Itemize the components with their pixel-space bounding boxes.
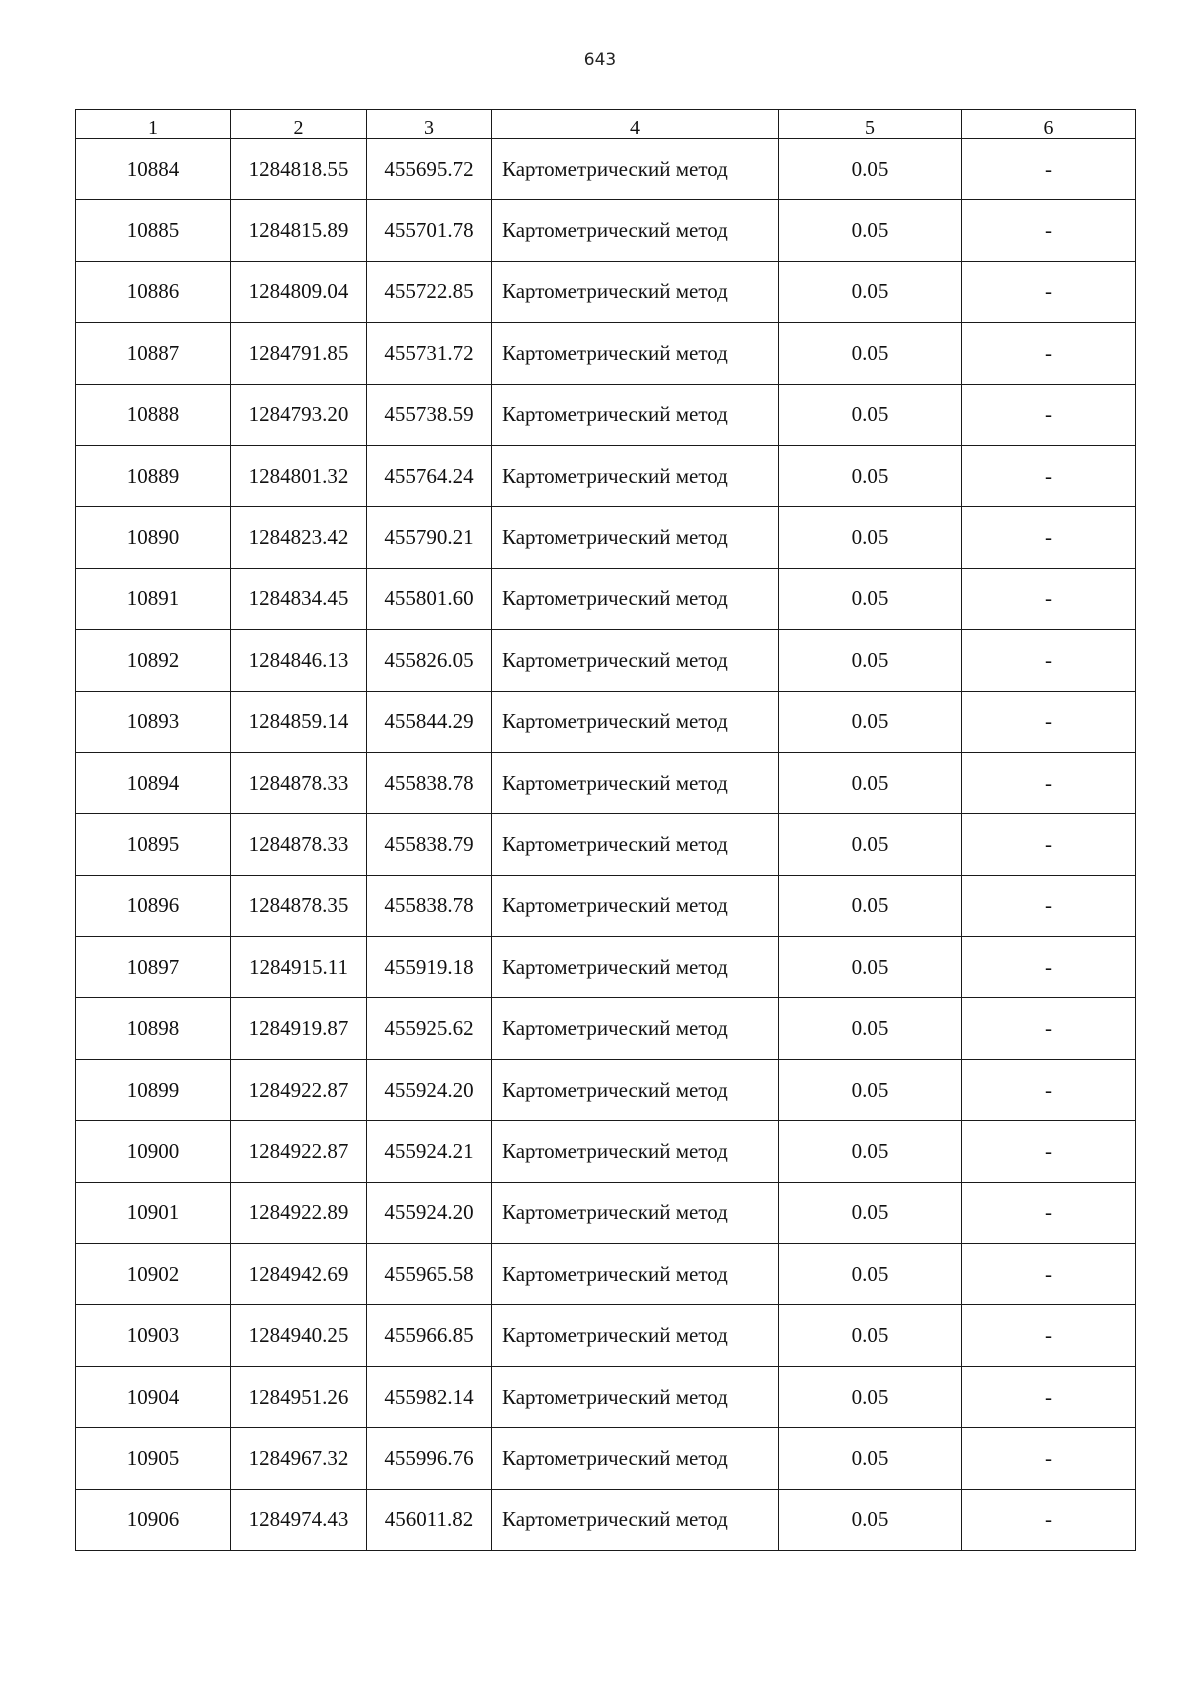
accuracy-cell: 0.05 [779,691,962,752]
method-cell: Картометрический метод [492,384,779,445]
x-coordinate-cell: 1284974.43 [231,1489,367,1550]
description-cell: - [962,814,1136,875]
x-coordinate-cell: 1284940.25 [231,1305,367,1366]
point-number-cell: 10889 [76,445,231,506]
description-cell: - [962,1182,1136,1243]
table-row [76,445,1136,506]
x-coordinate-cell: 1284834.45 [231,568,367,629]
x-coordinate-cell: 1284878.33 [231,752,367,813]
method-cell: Картометрический метод [492,752,779,813]
method-cell: Картометрический метод [492,1305,779,1366]
description-cell: - [962,691,1136,752]
description-cell: - [962,200,1136,261]
description-cell: - [962,1428,1136,1489]
point-number-cell: 10899 [76,1059,231,1120]
header-cell-2: 2 [231,110,367,139]
method-cell: Картометрический метод [492,200,779,261]
table-row [76,1121,1136,1182]
point-number-cell: 10891 [76,568,231,629]
header-row [76,110,1136,139]
description-cell: - [962,507,1136,568]
point-number-cell: 10888 [76,384,231,445]
x-coordinate-cell: 1284919.87 [231,998,367,1059]
accuracy-cell: 0.05 [779,814,962,875]
x-coordinate-cell: 1284815.89 [231,200,367,261]
method-cell: Картометрический метод [492,261,779,322]
table-row [76,691,1136,752]
point-number-cell: 10900 [76,1121,231,1182]
description-cell: - [962,1121,1136,1182]
description-cell: - [962,261,1136,322]
table-row [76,937,1136,998]
table-row [76,1059,1136,1120]
point-number-cell: 10901 [76,1182,231,1243]
coordinates-table [75,109,1136,1551]
y-coordinate-cell: 455838.79 [367,814,492,875]
header-cell-6: 6 [962,110,1136,139]
method-cell: Картометрический метод [492,1059,779,1120]
x-coordinate-cell: 1284801.32 [231,445,367,506]
y-coordinate-cell: 455925.62 [367,998,492,1059]
accuracy-cell: 0.05 [779,630,962,691]
table-row [76,1305,1136,1366]
x-coordinate-cell: 1284823.42 [231,507,367,568]
method-cell: Картометрический метод [492,1366,779,1427]
table-row [76,568,1136,629]
method-cell: Картометрический метод [492,568,779,629]
accuracy-cell: 0.05 [779,323,962,384]
description-cell: - [962,568,1136,629]
y-coordinate-cell: 455982.14 [367,1366,492,1427]
y-coordinate-cell: 456011.82 [367,1489,492,1550]
method-cell: Картометрический метод [492,875,779,936]
table-row [76,1489,1136,1550]
y-coordinate-cell: 455965.58 [367,1244,492,1305]
description-cell: - [962,445,1136,506]
accuracy-cell: 0.05 [779,1059,962,1120]
accuracy-cell: 0.05 [779,937,962,998]
x-coordinate-cell: 1284951.26 [231,1366,367,1427]
accuracy-cell: 0.05 [779,445,962,506]
method-cell: Картометрический метод [492,814,779,875]
accuracy-cell: 0.05 [779,998,962,1059]
accuracy-cell: 0.05 [779,1121,962,1182]
table-row [76,1428,1136,1489]
table-row [76,1182,1136,1243]
y-coordinate-cell: 455722.85 [367,261,492,322]
method-cell: Картометрический метод [492,1182,779,1243]
description-cell: - [962,323,1136,384]
header-cell-1: 1 [76,110,231,139]
accuracy-cell: 0.05 [779,1182,962,1243]
y-coordinate-cell: 455844.29 [367,691,492,752]
point-number-cell: 10906 [76,1489,231,1550]
accuracy-cell: 0.05 [779,1366,962,1427]
header-cell-5: 5 [779,110,962,139]
point-number-cell: 10886 [76,261,231,322]
y-coordinate-cell: 455764.24 [367,445,492,506]
method-cell: Картометрический метод [492,1489,779,1550]
point-number-cell: 10885 [76,200,231,261]
table-body [76,139,1136,1551]
description-cell: - [962,1366,1136,1427]
table-row [76,384,1136,445]
accuracy-cell: 0.05 [779,1428,962,1489]
method-cell: Картометрический метод [492,445,779,506]
point-number-cell: 10887 [76,323,231,384]
accuracy-cell: 0.05 [779,139,962,200]
method-cell: Картометрический метод [492,630,779,691]
point-number-cell: 10904 [76,1366,231,1427]
y-coordinate-cell: 455738.59 [367,384,492,445]
table-row [76,323,1136,384]
y-coordinate-cell: 455731.72 [367,323,492,384]
y-coordinate-cell: 455924.20 [367,1059,492,1120]
point-number-cell: 10903 [76,1305,231,1366]
method-cell: Картометрический метод [492,323,779,384]
header-cell-3: 3 [367,110,492,139]
table-row [76,630,1136,691]
point-number-cell: 10905 [76,1428,231,1489]
page-number: 643 [583,50,617,70]
table-row [76,998,1136,1059]
accuracy-cell: 0.05 [779,752,962,813]
x-coordinate-cell: 1284915.11 [231,937,367,998]
accuracy-cell: 0.05 [779,1305,962,1366]
accuracy-cell: 0.05 [779,1489,962,1550]
table-row [76,1244,1136,1305]
x-coordinate-cell: 1284846.13 [231,630,367,691]
accuracy-cell: 0.05 [779,261,962,322]
table-header [76,110,1136,139]
x-coordinate-cell: 1284791.85 [231,323,367,384]
description-cell: - [962,139,1136,200]
description-cell: - [962,384,1136,445]
table-row [76,814,1136,875]
accuracy-cell: 0.05 [779,1244,962,1305]
method-cell: Картометрический метод [492,139,779,200]
y-coordinate-cell: 455838.78 [367,752,492,813]
x-coordinate-cell: 1284922.87 [231,1121,367,1182]
description-cell: - [962,1059,1136,1120]
table-row [76,752,1136,813]
x-coordinate-cell: 1284793.20 [231,384,367,445]
x-coordinate-cell: 1284859.14 [231,691,367,752]
x-coordinate-cell: 1284809.04 [231,261,367,322]
x-coordinate-cell: 1284922.87 [231,1059,367,1120]
point-number-cell: 10893 [76,691,231,752]
y-coordinate-cell: 455966.85 [367,1305,492,1366]
y-coordinate-cell: 455924.20 [367,1182,492,1243]
table-row [76,261,1136,322]
accuracy-cell: 0.05 [779,384,962,445]
x-coordinate-cell: 1284818.55 [231,139,367,200]
description-cell: - [962,1305,1136,1366]
point-number-cell: 10895 [76,814,231,875]
accuracy-cell: 0.05 [779,875,962,936]
y-coordinate-cell: 455838.78 [367,875,492,936]
y-coordinate-cell: 455924.21 [367,1121,492,1182]
x-coordinate-cell: 1284922.89 [231,1182,367,1243]
point-number-cell: 10898 [76,998,231,1059]
method-cell: Картометрический метод [492,691,779,752]
x-coordinate-cell: 1284967.32 [231,1428,367,1489]
accuracy-cell: 0.05 [779,200,962,261]
table-row [76,200,1136,261]
accuracy-cell: 0.05 [779,568,962,629]
point-number-cell: 10897 [76,937,231,998]
y-coordinate-cell: 455790.21 [367,507,492,568]
point-number-cell: 10890 [76,507,231,568]
table-row [76,139,1136,200]
method-cell: Картометрический метод [492,507,779,568]
method-cell: Картометрический метод [492,1428,779,1489]
x-coordinate-cell: 1284942.69 [231,1244,367,1305]
description-cell: - [962,875,1136,936]
point-number-cell: 10896 [76,875,231,936]
description-cell: - [962,998,1136,1059]
description-cell: - [962,752,1136,813]
y-coordinate-cell: 455695.72 [367,139,492,200]
description-cell: - [962,630,1136,691]
method-cell: Картометрический метод [492,937,779,998]
method-cell: Картометрический метод [492,998,779,1059]
table-row [76,875,1136,936]
x-coordinate-cell: 1284878.35 [231,875,367,936]
y-coordinate-cell: 455701.78 [367,200,492,261]
accuracy-cell: 0.05 [779,507,962,568]
point-number-cell: 10892 [76,630,231,691]
y-coordinate-cell: 455826.05 [367,630,492,691]
point-number-cell: 10884 [76,139,231,200]
header-cell-4: 4 [492,110,779,139]
description-cell: - [962,1244,1136,1305]
method-cell: Картометрический метод [492,1244,779,1305]
x-coordinate-cell: 1284878.33 [231,814,367,875]
description-cell: - [962,1489,1136,1550]
y-coordinate-cell: 455801.60 [367,568,492,629]
table-row [76,1366,1136,1427]
table-row [76,507,1136,568]
point-number-cell: 10894 [76,752,231,813]
y-coordinate-cell: 455996.76 [367,1428,492,1489]
point-number-cell: 10902 [76,1244,231,1305]
y-coordinate-cell: 455919.18 [367,937,492,998]
method-cell: Картометрический метод [492,1121,779,1182]
description-cell: - [962,937,1136,998]
